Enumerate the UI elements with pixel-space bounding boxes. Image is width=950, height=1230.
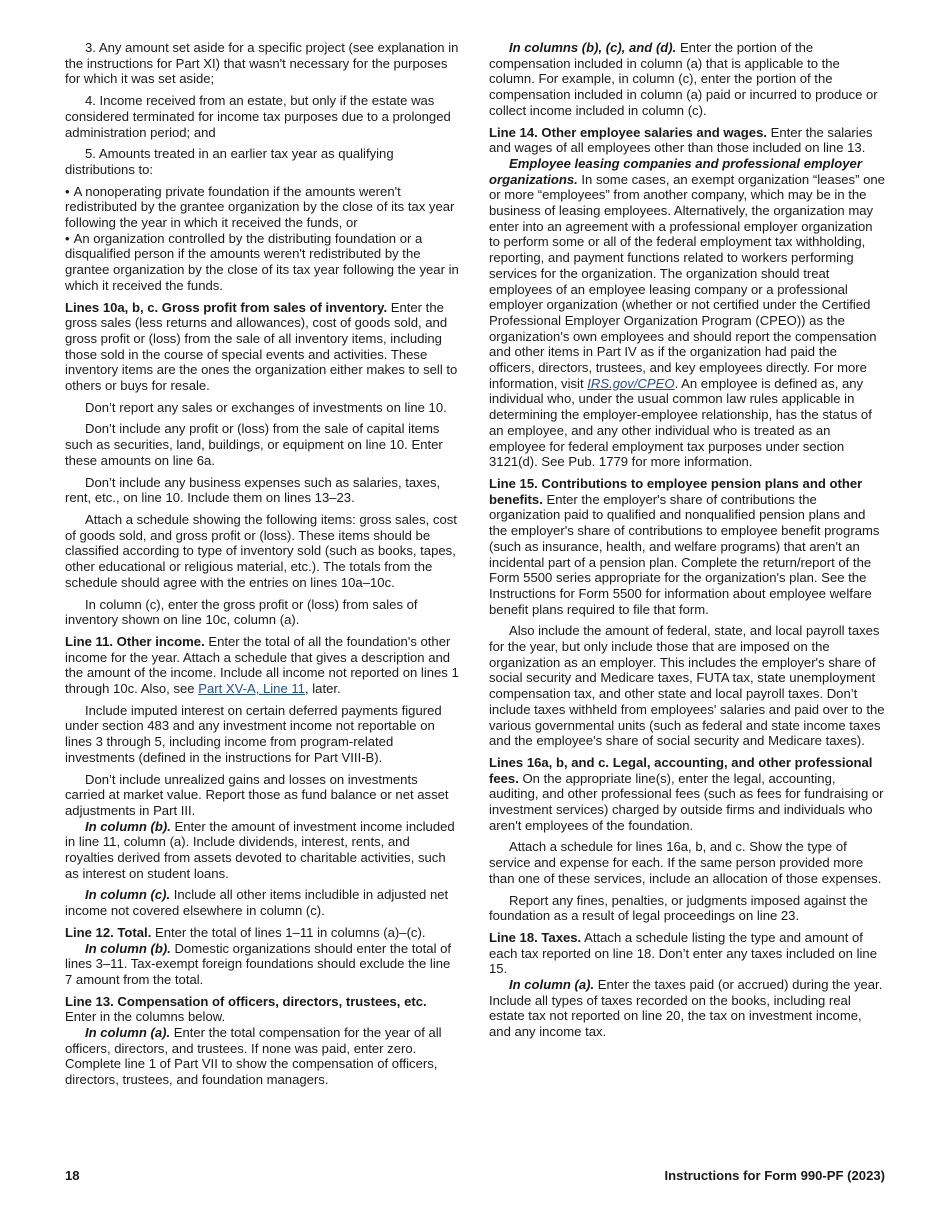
section-line-11 <box>65 634 460 697</box>
section-heading: Lines 10a, b, c. Gross profit from sales of inventory. <box>65 299 388 315</box>
paragraph: 4. Income received from an estate, but only if the estate was considered terminated for income tax purposes due to a prolonged administration period; and <box>65 93 451 140</box>
page-number: 18 <box>65 1168 80 1183</box>
section-text: Enter the total compensation for the year of all officers, directors, and trustees. If none was paid, enter zero. Complete line 1 of Part VII to show the compensation of officers, directors, trustees, and foundation managers. <box>65 1025 442 1088</box>
section-text: In some cases, an exempt organization “leases” one or more “employees” from another company, which may be in the business of leasing employees. Alternatively, the organization may enter into an agreement with a professional employer organization to perform some or all of the federal employment tax withholding, reporting, and payment functions related to workers performing services for the organization. The organization should treat employees of an employee leasing company or a professional employer organization (whether or not certified under the Certified Professional Employer Organization Program (CPEO)) as the organization's own employees and should report the compensation and other items in Part IV as if the organization had paid the officers, directors, trustees, and key employees directly. For more information, visit <box>489 171 885 391</box>
section-line-16 <box>489 755 886 834</box>
section-text: Enter the employer's share of contributions the organization paid to qualified and nonqualified pension plans and the employer's share of contributions to employee benefit programs (such as insurance, health, and welfare programs) that aren't an incidental part of a pension plan. Complete the return/report of the Form 5500 series appropriate for the organization's plan. See the Instructions for Form 5500 for information about employee welfare benefit plans required to file that form. <box>489 491 880 617</box>
section-text: , later. <box>304 681 341 697</box>
section-text: On the appropriate line(s), enter the legal, accounting, auditing, and other professional fees (such as fees for fundraising or investment services) charged by outside firms and individuals who aren't employees of the foundation. <box>489 770 884 833</box>
paragraph: Don’t include unrealized gains and losses on investments carried at market value. Report those as fund balance or net asset adjustments in Part III. <box>65 771 449 818</box>
paragraph: 3. Any amount set aside for a specific project (see explanation in the instructions for Part XI) that wasn't necessary for the purposes for which it was set aside; <box>65 40 459 87</box>
column-a-paragraph <box>489 977 886 1040</box>
subheading: In column (b). <box>85 940 171 956</box>
paragraph: 5. Amounts treated in an earlier tax year as qualifying distributions to: <box>65 146 394 177</box>
columns-bcd-paragraph <box>489 40 886 119</box>
section-text: Enter the taxes paid (or accrued) during the year. Include all types of taxes recorded on the books, including real estate tax not reported on line 20, the tax on investment income, and any income tax. <box>489 977 883 1040</box>
bullet-icon: • <box>65 230 70 246</box>
paragraph: In column (c), enter the gross profit or (loss) from sales of inventory shown on line 10c, column (a). <box>65 596 418 628</box>
section-text: Enter the gross sales (less returns and allowances), cost of goods sold, and gross profit or (loss) from the sale of all inventory items, including those sold in the course of special events and activities. These inventory items are the ones the organization either makes to sell to others or buys for resale. <box>65 299 458 394</box>
paragraph: Attach a schedule showing the following items: gross sales, cost of goods sold, and gross profit or (loss). These items should be classified according to type of inventory sold (such as books, tapes, other educational or religious material, etc.). The totals from the schedule should agree with the entries on lines 10a–10c. <box>65 511 457 590</box>
section-text: Enter the salaries and wages of all employees other than those included on line 13. <box>489 124 873 156</box>
section-heading: Line 13. Compensation of officers, directors, trustees, etc. <box>65 993 427 1009</box>
column-b-paragraph <box>65 819 460 882</box>
section-line-10 <box>65 300 460 394</box>
paragraph: Attach a schedule for lines 16a, b, and c. Show the type of service and expense for each. If the same person provided more than one of these services, include an allocation of those expenses. <box>489 839 882 886</box>
bullet-text: A nonoperating private foundation if the amounts weren't redistributed by the grantee organization by the close of its tax year following the year in which it received the funds, or <box>65 183 455 231</box>
column-b-paragraph <box>65 941 460 988</box>
paragraph: Don’t report any sales or exchanges of investments on line 10. <box>85 399 447 415</box>
section-text: Enter the total of lines 1–11 in columns (a)–(c). <box>154 924 426 940</box>
section-text: Attach a schedule listing the type and amount of each tax reported on line 18. Don’t enter any taxes included on line 15. <box>489 929 877 977</box>
column-c-paragraph <box>65 887 460 918</box>
section-heading: Lines 16a, b, and c. Legal, accounting, and other professional fees. <box>489 754 873 786</box>
right-column <box>489 40 886 1046</box>
paragraph: Report any fines, penalties, or judgments imposed against the foundation as a result of legal proceedings on line 23. <box>489 892 868 924</box>
paragraph: Don’t include any business expenses such as salaries, taxes, rent, etc., on line 10. Include them on lines 13–23. <box>65 474 441 506</box>
subheading: In column (a). <box>509 977 595 993</box>
left-column <box>65 40 460 1094</box>
subheading: Employee leasing companies and professional employer organizations. <box>489 155 862 187</box>
section-text: Enter in the columns below. <box>65 1009 226 1025</box>
bullet-text: An organization controlled by the distributing foundation or a disqualified person if the amounts weren't redistributed by the grantee organization by the close of its tax year following the year in which it received the funds. <box>65 230 459 293</box>
section-heading: Line 18. Taxes. <box>489 929 582 945</box>
subheading: In column (a). <box>85 1025 171 1041</box>
paragraph: Don’t include any profit or (loss) from the sale of capital items such as securities, land, buildings, or equipment on line 10. Enter these amounts on line 6a. <box>65 421 443 468</box>
column-a-paragraph <box>65 1025 460 1088</box>
subheading: In column (b). <box>85 818 171 834</box>
section-line-12 <box>65 925 460 941</box>
paragraph: Also include the amount of federal, state, and local payroll taxes for the year, but only include those that are imposed on the organization as an employer. This includes the employer's share of social security and Medicare taxes, FUTA tax, state unemployment compensation tax, and other state and local payroll taxes. Don’t include taxes withheld from employees' salaries and paid over to the various governmental units (such as federal and state income taxes and the employee's share of social security and Medicare taxes). <box>489 623 885 749</box>
section-text: Domestic organizations should enter the total of lines 3–11. Tax-exempt foreign foundations should exclude the line 7 amount from the total. <box>65 940 452 987</box>
irs-cpeo-link[interactable]: IRS.gov/CPEO <box>587 375 675 391</box>
bullet-icon: • <box>65 183 70 199</box>
section-heading: Line 15. Contributions to employee pension plans and other benefits. <box>489 475 863 507</box>
subheading: In columns (b), (c), and (d). <box>509 40 677 55</box>
section-text: Include all other items includible in adjusted net income not covered elsewhere in column (c). <box>65 887 449 919</box>
section-text: Enter the total of all the foundation's other income for the year. Attach a schedule that gives a description and the amount of the income. Include all income not reported on lines 1 through 10c. Also, see <box>65 633 459 697</box>
part-xv-a-link[interactable]: Part XV-A, Line 11 <box>198 681 305 697</box>
bullet-item <box>65 184 460 231</box>
section-line-15 <box>489 476 886 617</box>
section-text: Enter the amount of investment income included in line 11, column (a). Include dividends, interest, rents, and royalties derived from assets devoted to charitable activities, such as interest on student loans. <box>65 818 455 881</box>
section-text: Enter the portion of the compensation included in column (a) that is applicable to the column. For example, in column (c), enter the portion of the compensation included in column (a) paid or incurred to produce or collect income included in column (c). <box>489 40 878 118</box>
bullet-item <box>65 231 460 294</box>
subheading: In column (c). <box>85 887 171 903</box>
section-heading: Line 11. Other income. <box>65 633 205 649</box>
paragraph: Include imputed interest on certain deferred payments figured under section 483 and any investment income not reportable on lines 3 through 5, including income from program-related investments (defined in the instructions for Part VIII-B). <box>65 702 442 765</box>
section-heading: Line 14. Other employee salaries and wages. <box>489 124 767 140</box>
document-title: Instructions for Form 990-PF (2023) <box>664 1168 885 1183</box>
section-line-18 <box>489 930 886 977</box>
employee-leasing-paragraph <box>489 156 886 470</box>
section-line-14 <box>489 125 886 156</box>
section-heading: Line 12. Total. <box>65 924 152 940</box>
section-line-13 <box>65 994 460 1025</box>
section-text: . An employee is defined as, any individual who, under the usual common law rules applicable in determining the employer-employee relationship, has the status of an employee, and any other individual who is treated as an employee for federal employment tax purposes under section 3121(d). See Pub. 1779 for more information. <box>489 375 872 470</box>
